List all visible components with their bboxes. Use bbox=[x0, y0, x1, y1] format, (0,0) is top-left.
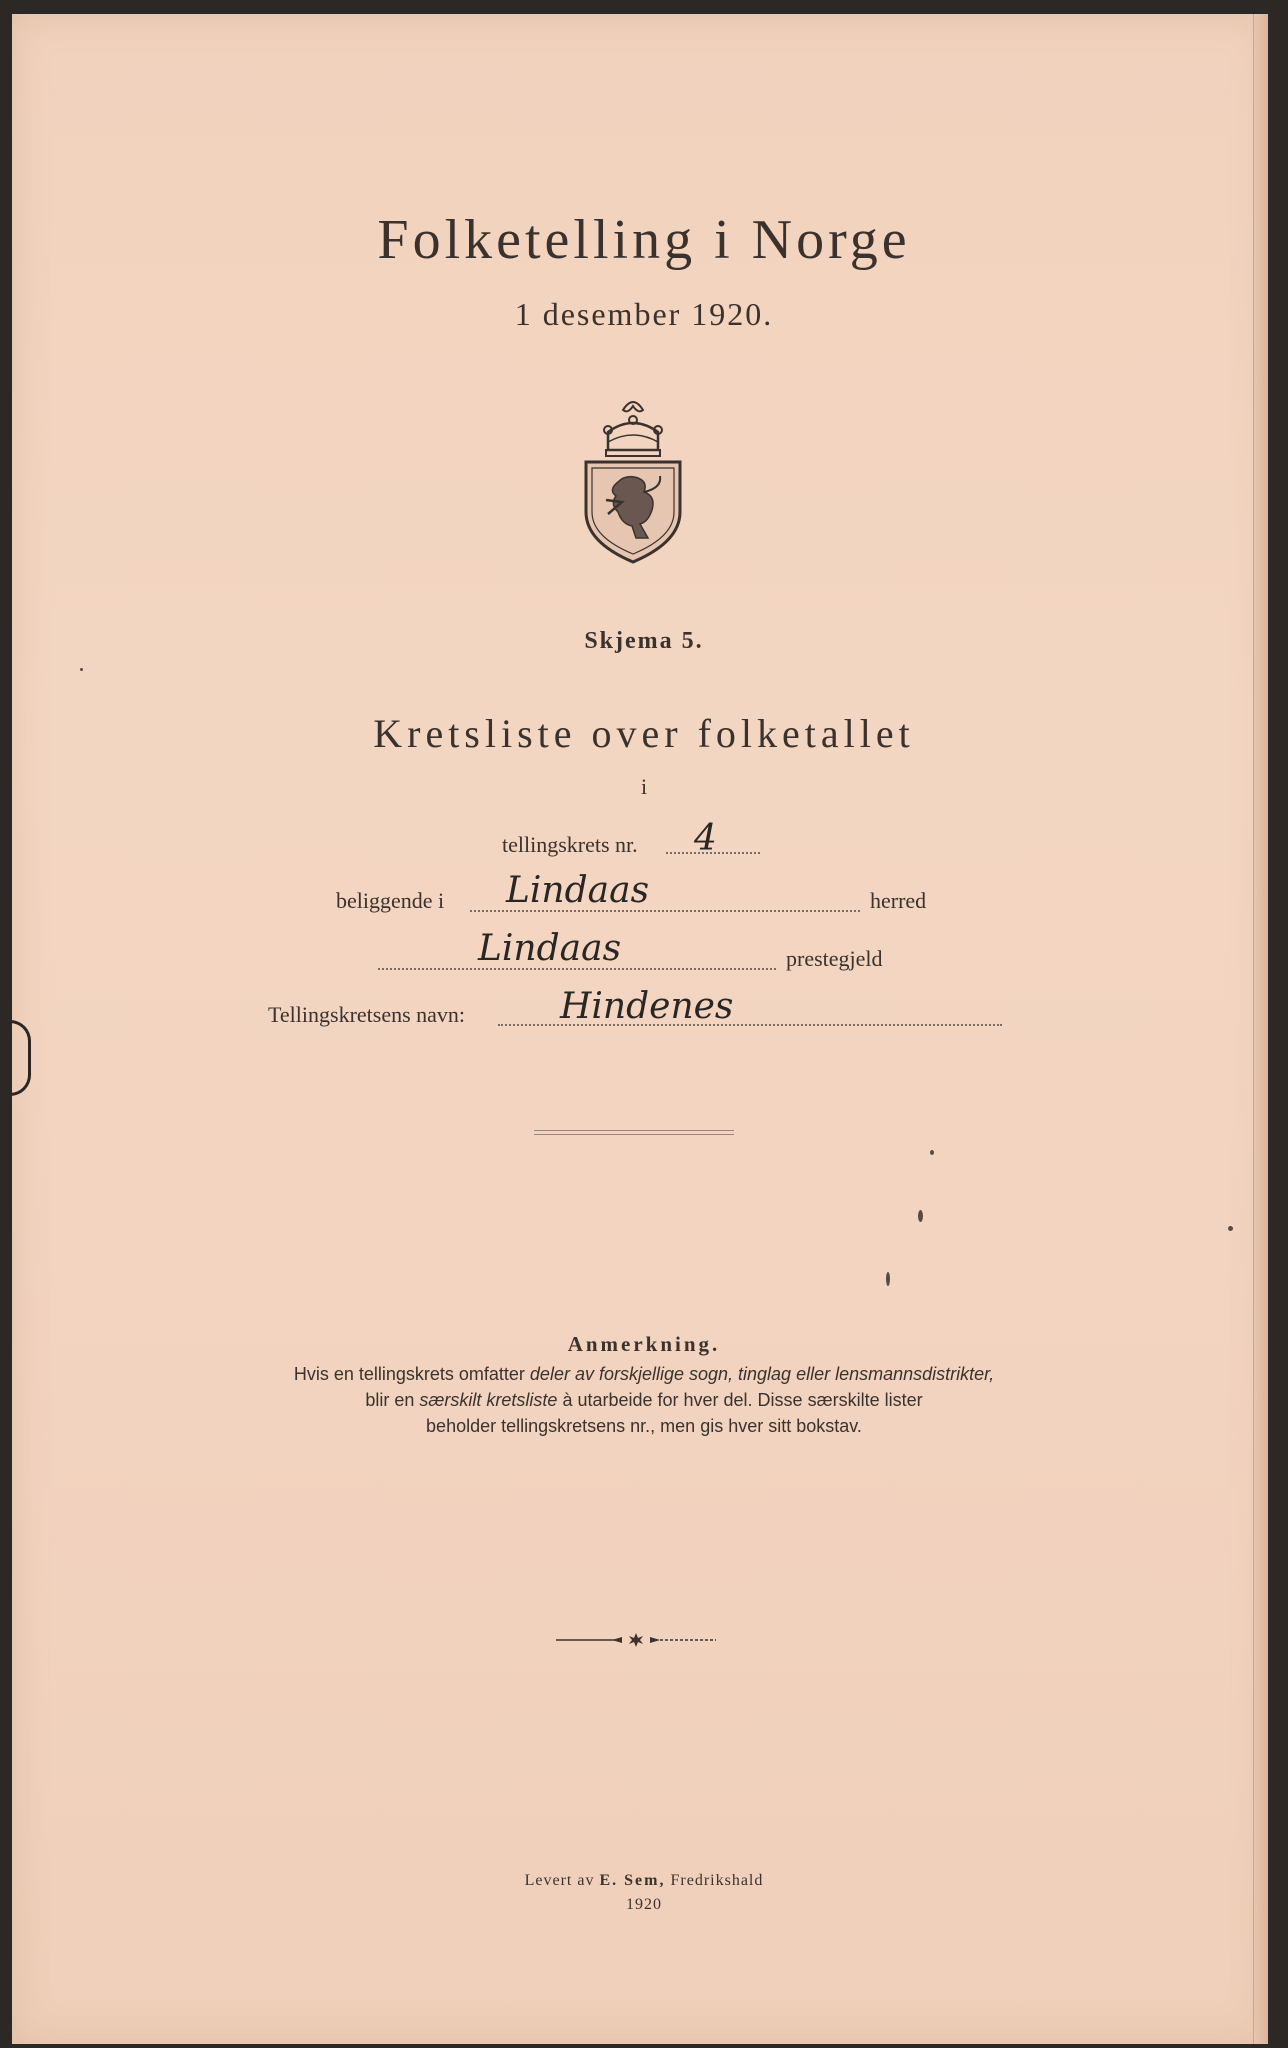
section-divider bbox=[534, 1130, 734, 1135]
paper-speck bbox=[886, 1272, 890, 1286]
prestegjeld-value: Lindaas bbox=[478, 928, 622, 969]
beliggende-label: beliggende i bbox=[336, 888, 445, 913]
printer-prefix: Levert av bbox=[524, 1872, 600, 1889]
note-line-1 bbox=[0, 1364, 1288, 1385]
printer-place: Fredrikshald bbox=[665, 1872, 764, 1889]
krets-navn-value: Hindenes bbox=[560, 986, 734, 1027]
printer-credit bbox=[0, 1872, 1288, 1890]
tellingskrets-value: 4 bbox=[694, 818, 717, 859]
herred-value: Lindaas bbox=[506, 870, 650, 911]
tellingskrets-label: tellingskrets nr. bbox=[502, 832, 638, 857]
note-emphasis: særskilt kretsliste bbox=[419, 1390, 558, 1410]
note-text: Hvis en tellingskrets omfatter bbox=[293, 1364, 530, 1384]
note-text: blir en bbox=[365, 1390, 420, 1410]
binding-clip bbox=[10, 1020, 31, 1096]
census-date: 1 desember 1920. bbox=[514, 296, 774, 332]
connector-word: i bbox=[640, 774, 648, 799]
printer-name: E. Sem, bbox=[599, 1872, 666, 1889]
note-heading: Anmerkning. bbox=[567, 1332, 721, 1356]
printer-year: 1920 bbox=[626, 1896, 662, 1913]
paper-speck bbox=[918, 1210, 923, 1222]
star-ornament-divider-icon bbox=[556, 1632, 716, 1648]
schema-number: Skjema 5. bbox=[584, 628, 704, 654]
prestegjeld-label: prestegjeld bbox=[786, 946, 883, 971]
paper-speck bbox=[930, 1150, 934, 1155]
note-emphasis: deler av forskjellige sogn, tinglag eller lensmannsdistrikter, bbox=[529, 1364, 995, 1384]
paper-speck bbox=[1228, 1226, 1233, 1231]
paper-speck bbox=[80, 668, 83, 671]
krets-navn-label: Tellingskretsens navn: bbox=[268, 1002, 466, 1027]
document-title: Folketelling i Norge bbox=[377, 209, 911, 271]
herred-label: herred bbox=[870, 888, 927, 913]
note-line-2 bbox=[0, 1390, 1288, 1411]
note-line-3: beholder tellingskretsens nr., men gis hver sitt bokstav. bbox=[426, 1416, 862, 1436]
form-heading: Kretsliste over folketallet bbox=[373, 711, 915, 756]
note-text: à utarbeide for hver del. Disse særskilte lister bbox=[557, 1390, 923, 1410]
coat-of-arms-icon bbox=[578, 392, 688, 564]
